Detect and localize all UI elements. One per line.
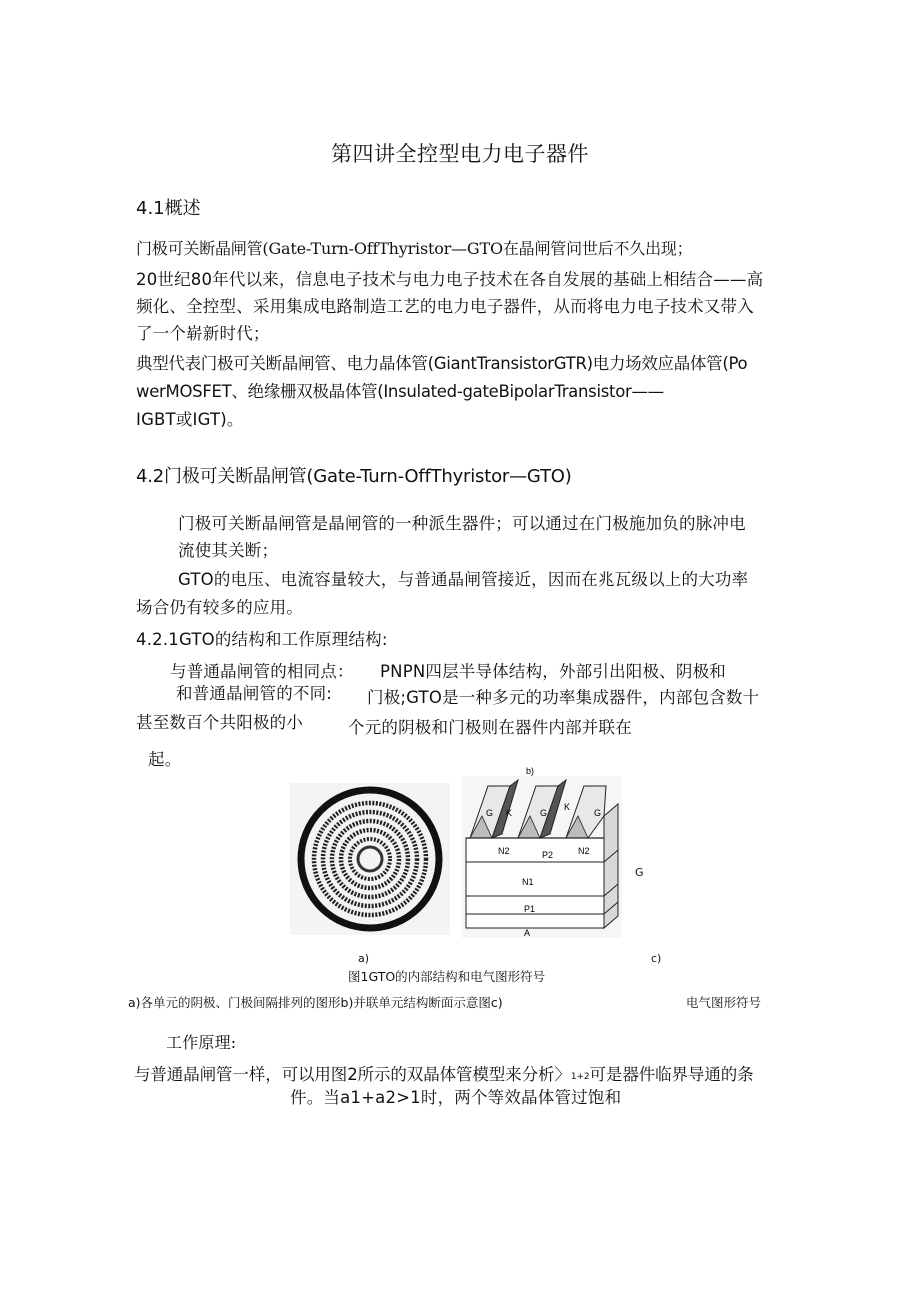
figure-label-c: c) [651,952,662,965]
layer-label: N2 [498,846,510,856]
layer-label: P2 [542,850,554,860]
diff-points-label: 和普通晶闸管的不同: [176,684,333,703]
figure-b-cross-section [462,766,622,938]
figure-label-b: b) [526,766,535,776]
figure-c-gate-label: G [635,866,644,879]
paragraph-line: 门极可关断晶闸管(Gate-Turn-OffThyristor—GTO在晶闸管问世后不久出现； [136,239,693,258]
layer-label: P1 [524,904,536,914]
principle-text: 与普通晶闸管一样，可以用图2所示的双晶体管模型来分析〉 [134,1065,571,1084]
paragraph-line: 门极可关断晶闸管是晶闸管的一种派生器件；可以通过在门极施加负的脉冲电 [178,514,746,533]
figure-subcaption-right: 电气图形符号 [686,995,762,1010]
section-heading-4-2: 4.2门极可关断晶闸管(Gate-Turn-OffThyristor—GTO) [136,466,572,487]
paragraph-line: 件。当a1+a2>1时，两个等效晶体管过饱和 [290,1088,622,1107]
paragraph-line: 流使其关断； [178,541,279,560]
principle-heading: 工作原理: [166,1033,237,1052]
figure-a-concentric-rings [290,783,450,935]
same-points-text: PNPN四层半导体结构，外部引出阳极、阴极和 [380,662,726,681]
layer-label: G [540,808,548,818]
diff-points-text: 门极;GTO是一种多元的功率集成器件，内部包含数十 [367,688,760,707]
layer-label: N1 [522,877,534,887]
layer-label: K [564,802,571,812]
paragraph-line: werMOSFET、绝缘栅双极晶体管(Insulated-gateBipolarTransistor—— [136,382,664,401]
figure-label-a: a) [358,952,370,965]
paragraph-line: 甚至数百个共阳极的小 [136,713,303,732]
section-heading-4-1: 4.1概述 [136,198,201,219]
figure-caption: 图1GTO的内部结构和电气图形符号 [348,969,546,984]
paragraph-line: IGBT或IGT)。 [136,410,244,429]
layer-label: A [524,928,531,938]
paragraph-line [134,1061,754,1085]
paragraph-line: 20世纪80年代以来，信息电子技术与电力电子技术在各自发展的基础上相结合——高 [136,270,764,289]
paragraph-line: 场合仍有较多的应用。 [136,598,303,617]
paragraph-line: 个元的阴极和门极则在器件内部并联在 [348,718,632,737]
paragraph-line: GTO的电压、电流容量较大，与普通晶闸管接近，因而在兆瓦级以上的大功率 [178,570,749,589]
figure-subcaption: a)各单元的阴极、门极间隔排列的图形b)并联单元结构断面示意图c) [128,995,503,1010]
layer-label: G [486,808,494,818]
principle-text-end: 可是器件临界导通的条 [589,1065,754,1084]
subsection-heading-4-2-1: 4.2.1GTO的结构和工作原理结构: [136,630,388,649]
page-title: 第四讲全控型电力电子器件 [331,142,589,166]
paragraph-line: 频化、全控型、采用集成电路制造工艺的电力电子器件，从而将电力电子技术又带入 [136,297,754,316]
same-points-label: 与普通晶闸管的相同点： [170,662,354,681]
layer-label: G [594,808,602,818]
paragraph-line: 起。 [148,750,182,769]
principle-subscript: 1+2 [570,1072,590,1082]
paragraph-line: 典型代表门极可关断晶闸管、电力晶体管(GiantTransistorGTR)电力场效应晶体管(Po [136,354,748,373]
layer-label: K [506,808,513,818]
paragraph-line: 了一个崭新时代； [136,324,270,343]
layer-label: N2 [578,846,590,856]
